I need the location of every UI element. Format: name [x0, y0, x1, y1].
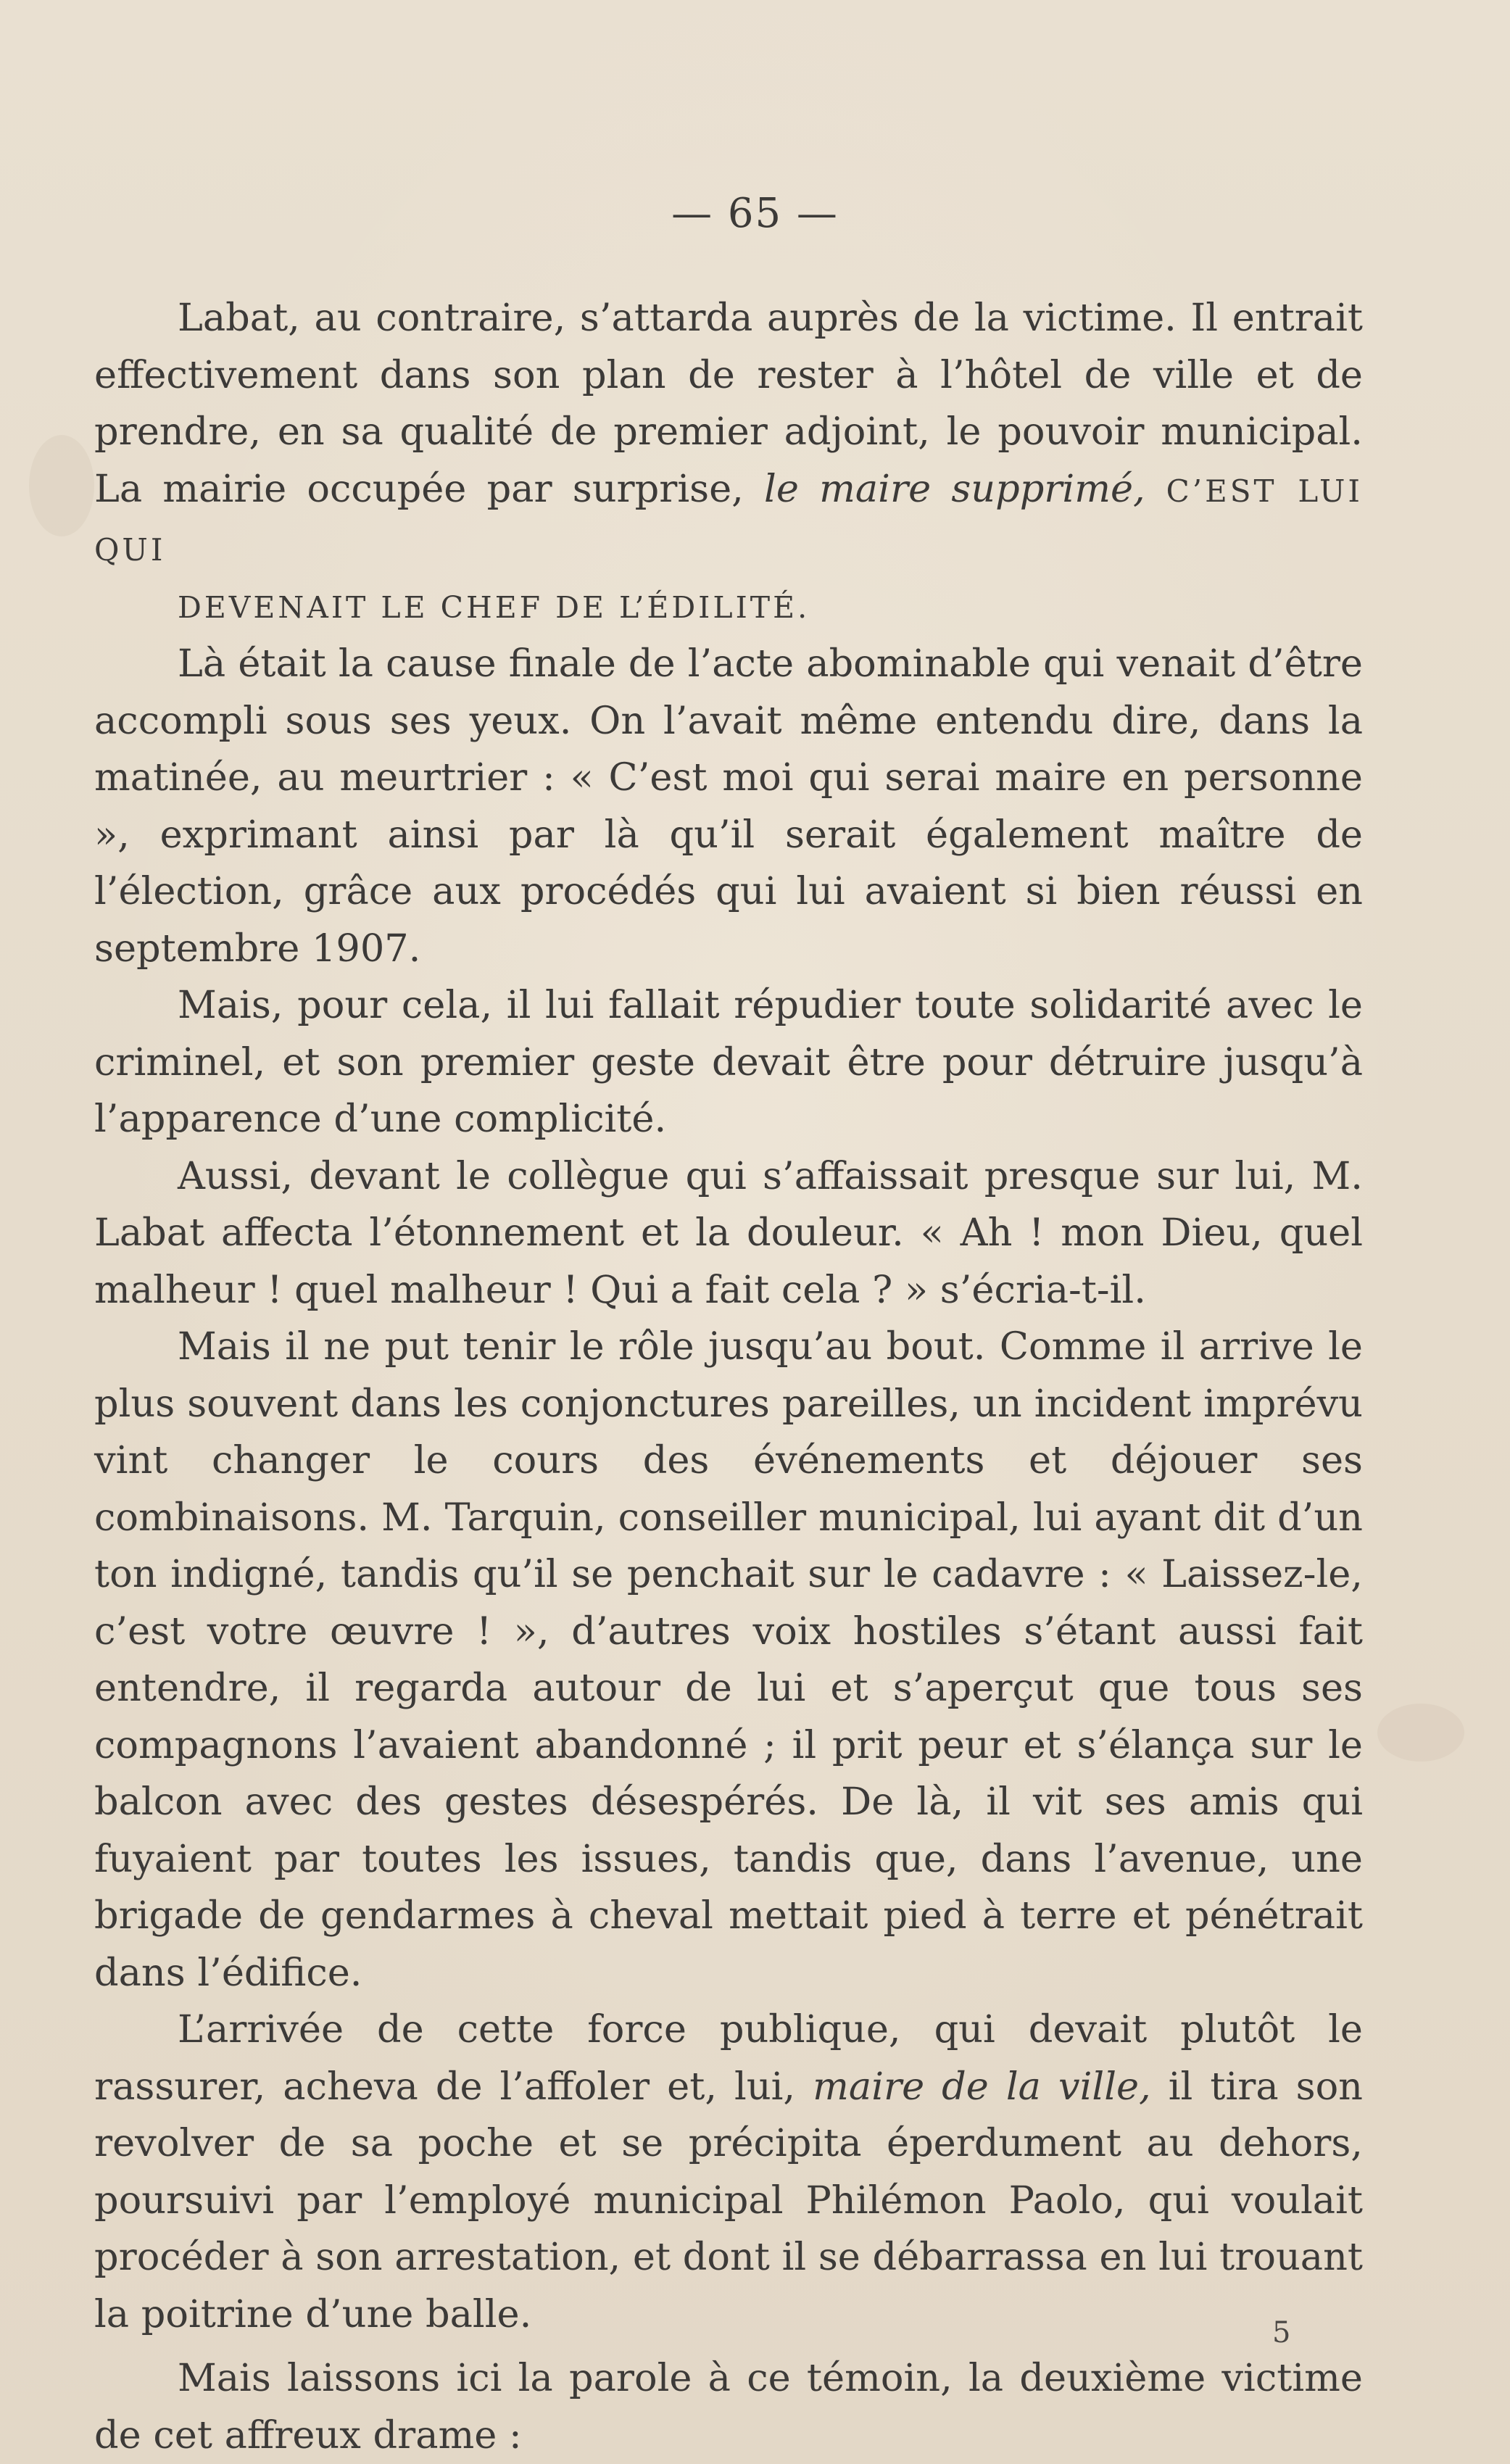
italic-phrase: maire de la ville, — [813, 2064, 1151, 2109]
italic-phrase: le maire supprimé, — [764, 466, 1145, 511]
small-caps-line: DEVENAIT LE CHEF DE L’ÉDILITÉ. — [178, 589, 810, 625]
small-caps-phrase: C’EST LUI QUI — [94, 473, 1363, 568]
paragraph-4: Aussi, devant le collègue qui s’affaissait presque sur lui, M. Labat affecta l’étonnement et la douleur. « Ah ! mon Dieu, quel malheur ! quel malheur ! Qui a fait cela ? » s’écria-t-il. — [94, 1153, 1363, 1312]
paragraph-6-text-a: L’arrivée de cette force publique, qui devait plutôt le rassurer, acheva de l’affoler et, lui, — [94, 2007, 1363, 2109]
paper-stain — [1377, 1704, 1464, 1762]
paragraph-1 — [94, 290, 1363, 636]
paragraph-5: Mais il ne put tenir le rôle jusqu’au bout. Comme il arrive le plus souvent dans les conjonctures pareilles, un incident imprévu vint changer le cours des événements et déjouer ses combinaisons. M. Tarquin, conseiller municipal, lui ayant dit d’un ton indigné, tandis qu’il se penchait sur le cadavre : « Laissez-le, c’est votre œuvre ! », d’autres voix hostiles s’étant aussi fait entendre, il regarda autour de lui et s’aperçut que tous ses compagnons l’avaient abandonné ; il prit peur et s’élança sur le balcon avec des gestes désespérés. De là, il vit ses amis qui fuyaient par toutes les issues, tandis que, dans l’avenue, une brigade de gendarmes à cheval mettait pied à terre et pénétrait dans l’édifice. — [94, 1324, 1363, 1995]
signature-mark: 5 — [1272, 2316, 1291, 2349]
paragraph-3: Mais, pour cela, il lui fallait répudier toute solidarité avec le criminel, et son premier geste devait être pour détruire jusqu’à l’apparence d’une complicité. — [94, 983, 1363, 1141]
body-text — [94, 290, 1363, 2464]
paragraph-6-text-b: il tira son revolver de sa poche et se précipita éperdument au dehors, poursuivi par l’employé municipal Philémon Paolo, qui voulait procéder à son arrestation, et dont il se débarrassa en lui trouant la poitrine d’une balle. — [94, 2064, 1363, 2336]
paper-stain — [29, 435, 94, 536]
paragraph-1-text: Labat, au contraire, s’attarda auprès de la victime. Il entrait effectivement dans son plan de rester à l’hôtel de ville et de prendre, en sa qualité de premier adjoint, le pouvoir municipal. La mairie occupée par surprise, — [94, 296, 1363, 511]
paragraph-2: Là était la cause finale de l’acte abominable qui venait d’être accompli sous ses yeux. On l’avait même entendu dire, dans la matinée, au meurtrier : « C’est moi qui serai maire en personne », exprimant ainsi par là qu’il serait également maître de l’élection, grâce aux procédés qui lui avaient si bien réussi en septembre 1907. — [94, 642, 1363, 971]
paragraph-7: Mais laissons ici la parole à ce témoin, la deuxième victime de cet affreux drame : — [94, 2356, 1363, 2457]
page-number: — 65 — — [671, 190, 839, 237]
paragraph-6 — [94, 2002, 1363, 2343]
